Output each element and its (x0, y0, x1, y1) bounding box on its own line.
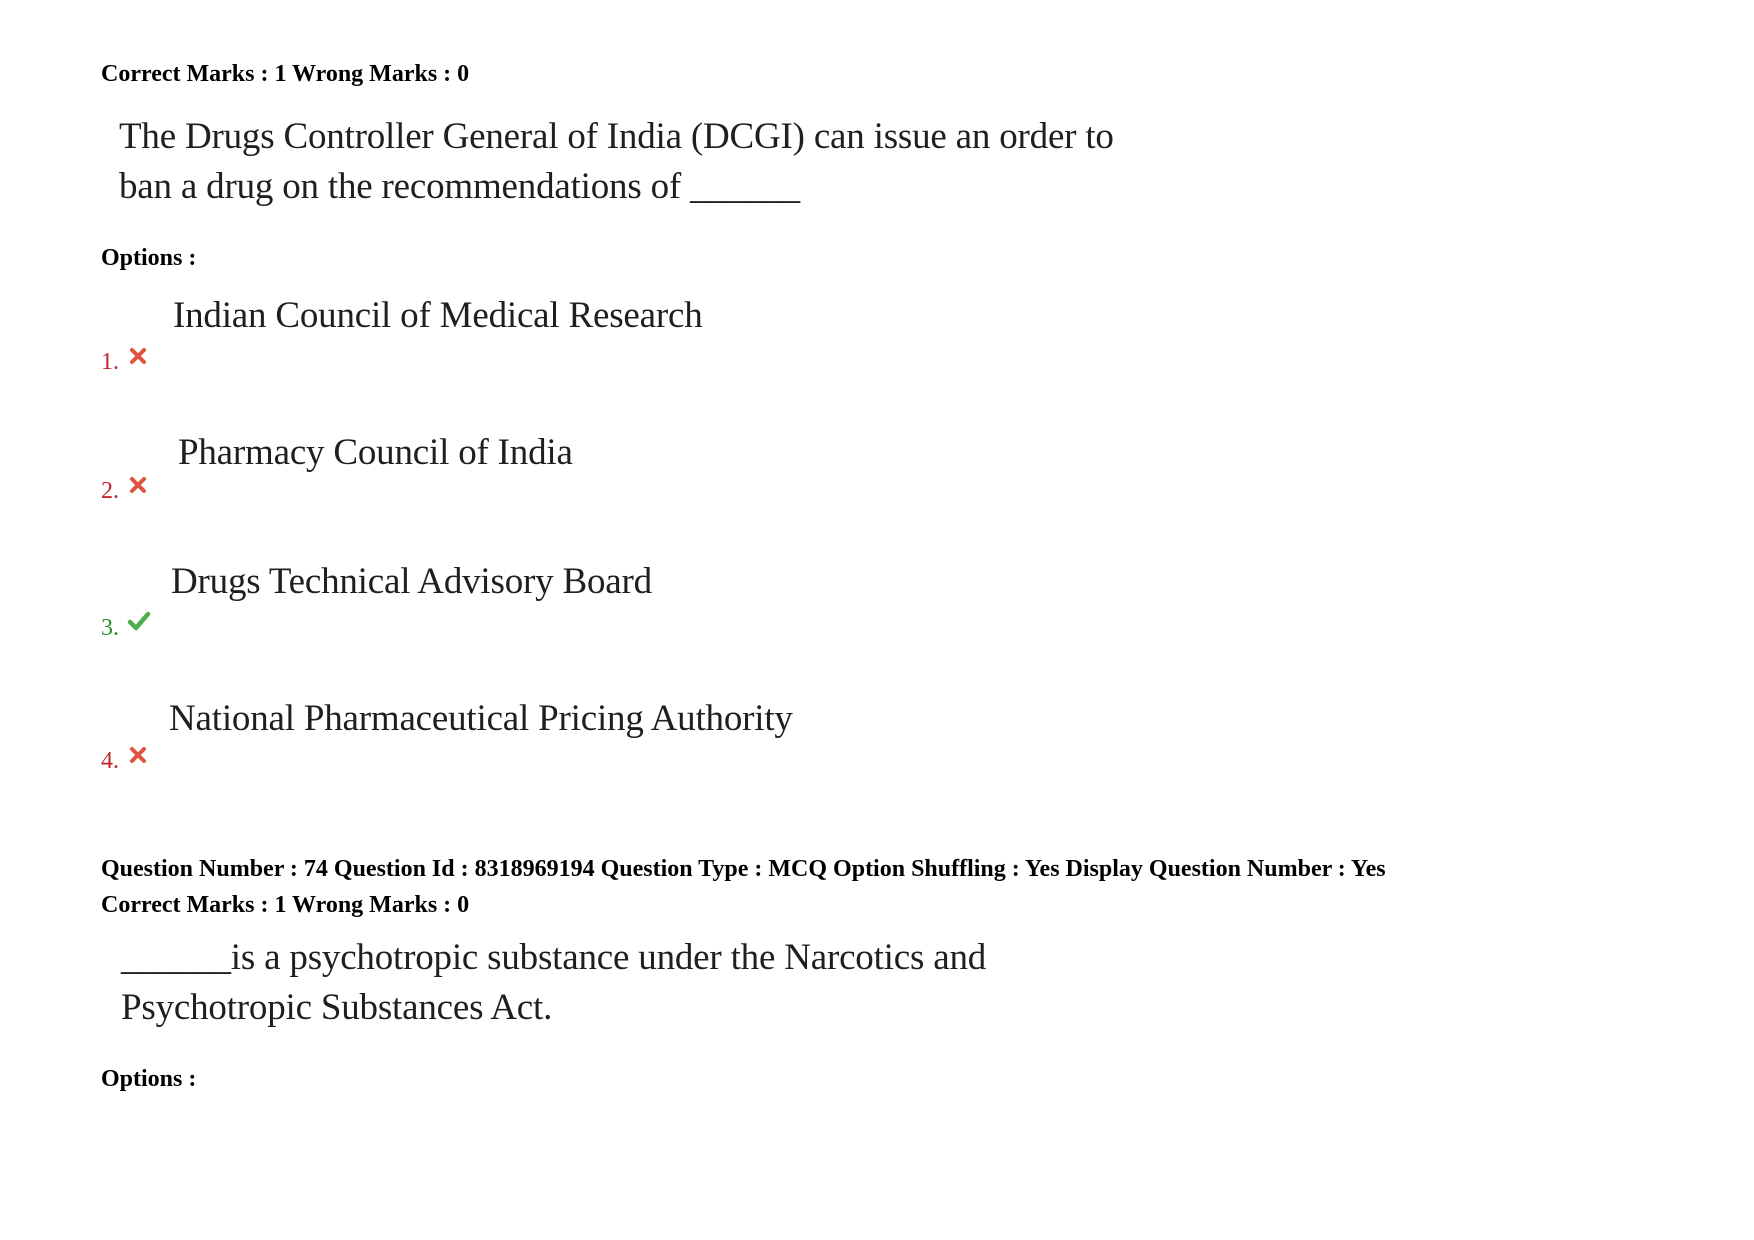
q1-options-label: Options : (101, 245, 197, 271)
q1-option-3-text: Drugs Technical Advisory Board (171, 561, 652, 602)
q1-option-1-number: 1. (101, 349, 119, 375)
cross-icon (128, 475, 148, 495)
q2-options-label: Options : (101, 1066, 197, 1092)
cross-icon (128, 346, 148, 366)
q1-marks-line: Correct Marks : 1 Wrong Marks : 0 (101, 61, 470, 87)
q2-text-line-1: ______is a psychotropic substance under the Narcotics and (121, 937, 987, 978)
q2-marks-line: Correct Marks : 1 Wrong Marks : 0 (101, 892, 470, 918)
q1-option-1-text: Indian Council of Medical Research (173, 295, 703, 336)
q1-option-2-text: Pharmacy Council of India (178, 432, 573, 473)
q1-text-line-2: ban a drug on the recommendations of ______ (119, 166, 800, 207)
q1-option-2-number: 2. (101, 478, 119, 504)
check-icon (127, 610, 151, 632)
cross-icon (128, 745, 148, 765)
q1-option-3-number: 3. (101, 615, 119, 641)
q1-option-4-number: 4. (101, 748, 119, 774)
q2-info-line: Question Number : 74 Question Id : 8318969194 Question Type : MCQ Option Shuffling : Yes Display Question Number : Yes (101, 856, 1386, 882)
q2-text-line-2: Psychotropic Substances Act. (121, 987, 553, 1028)
q1-option-4-text: National Pharmaceutical Pricing Authority (169, 698, 793, 739)
q1-text-line-1: The Drugs Controller General of India (DCGI) can issue an order to (119, 116, 1114, 157)
